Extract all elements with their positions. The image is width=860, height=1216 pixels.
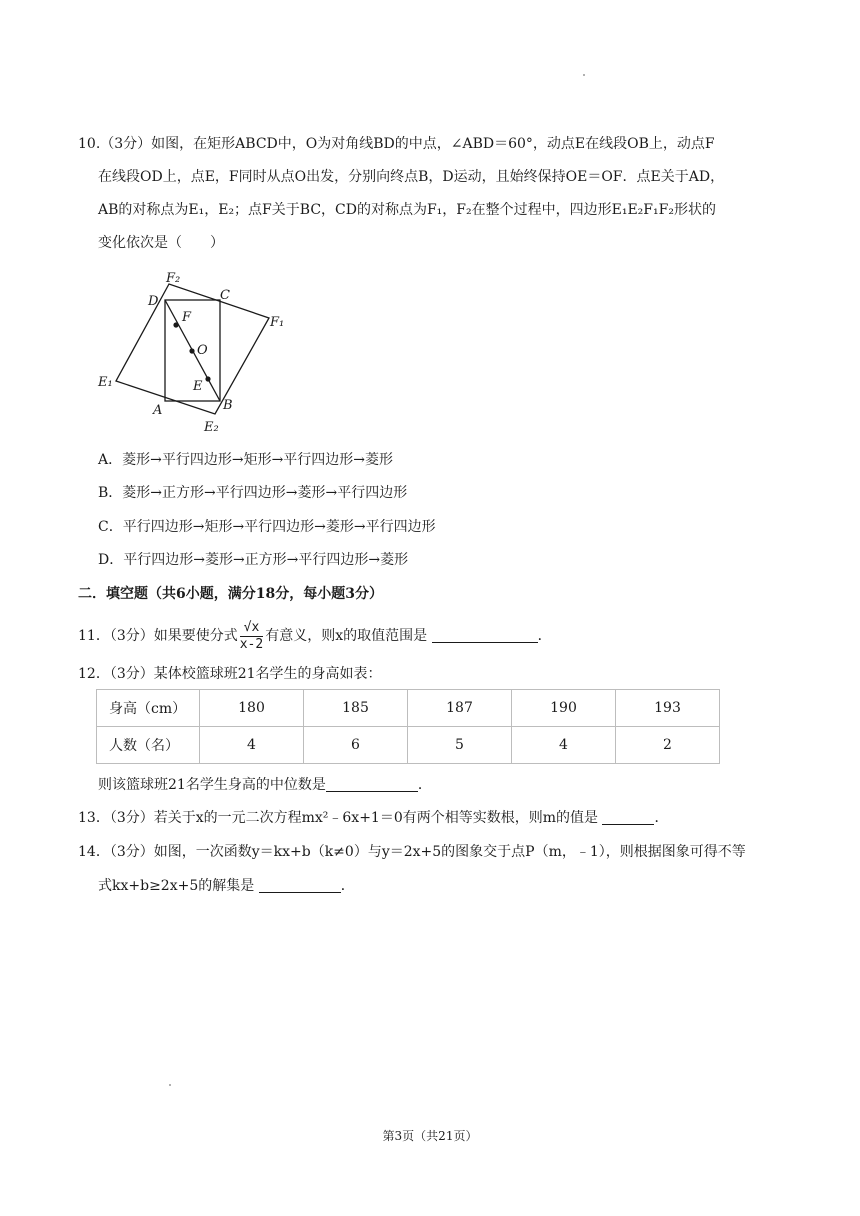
q14-end: ． — [340, 878, 355, 894]
q14-line2-text: 式kx+b≥2x+5的解集是 — [98, 878, 255, 894]
page-footer: 第3页（共21页） — [382, 1129, 478, 1143]
label-f1: F₁ — [270, 315, 285, 330]
q10-line4: 变化依次是（ ） — [98, 235, 224, 251]
q12-question-text: 则该篮球班21名学生身高的中位数是 — [98, 777, 326, 793]
point-f — [173, 322, 178, 327]
table-cell: 5 — [408, 727, 512, 764]
table-header-height: 身高（cm） — [97, 690, 200, 727]
q13-text: 13．（3分）若关于x的一元二次方程mx²﹣6x+1＝0有两个相等实数根，则m的值是 — [78, 810, 599, 826]
table-cell: 4 — [512, 727, 616, 764]
label-e: E — [193, 379, 203, 394]
table-cell: 187 — [408, 690, 512, 727]
table-row — [97, 690, 720, 727]
q13-end: ． — [654, 810, 669, 826]
label-e2: E₂ — [204, 420, 219, 435]
q14-answer-blank[interactable] — [259, 878, 341, 893]
table-cell: 4 — [200, 727, 304, 764]
point-o — [189, 348, 194, 353]
table-header-count: 人数（名） — [97, 727, 200, 764]
table-cell: 180 — [200, 690, 304, 727]
table-cell: 190 — [512, 690, 616, 727]
point-e — [205, 376, 210, 381]
label-d: D — [148, 294, 159, 309]
q12-question — [98, 775, 432, 795]
table-row — [97, 727, 720, 764]
q10-line3: AB的对称点为E₁，E₂；点F关于BC，CD的对称点为F₁，F₂在整个过程中，四边形E₁E₂F₁F₂形状的 — [98, 202, 716, 218]
q11-fraction — [240, 620, 263, 653]
table-cell: 193 — [616, 690, 720, 727]
label-b: B — [223, 398, 233, 413]
section-heading: 二．填空题（共6小题，满分18分，每小题3分） — [78, 586, 383, 602]
q11 — [78, 617, 552, 655]
table-cell: 6 — [304, 727, 408, 764]
label-a: A — [153, 403, 163, 418]
q14-line1: 14．（3分）如图，一次函数y＝kx+b（k≠0）与y＝2x+5的图象交于点P（m，﹣1），则根据图象可得不等 — [78, 844, 746, 860]
q12-intro: 12．（3分）某体校篮球班21名学生的身高如表： — [78, 666, 382, 682]
q10-line2: 在线段OD上，点E，F同时从点O出发，分别向终点B，D运动，且始终保持OE＝OF．点E关于AD， — [98, 169, 725, 185]
q11-answer-blank[interactable] — [432, 628, 538, 643]
label-c: C — [220, 288, 230, 303]
q10-option-a: A．菱形→平行四边形→矩形→平行四边形→菱形 — [98, 452, 394, 468]
q11-denominator: x-2 — [239, 636, 264, 652]
table-cell: 185 — [304, 690, 408, 727]
label-f2: F₂ — [166, 271, 181, 286]
q11-prefix: 11．（3分）如果要使分式 — [78, 628, 238, 644]
q10-option-d: D．平行四边形→菱形→正方形→平行四边形→菱形 — [98, 552, 409, 568]
label-f: F — [182, 310, 192, 325]
q10-option-c: C．平行四边形→矩形→平行四边形→菱形→平行四边形 — [98, 519, 436, 535]
q11-suffix: 有意义，则x的取值范围是 — [265, 628, 428, 644]
q13 — [78, 808, 668, 828]
q11-numerator: √x — [240, 620, 263, 637]
q10-geometry-figure — [92, 268, 292, 438]
q12-end: ． — [417, 777, 432, 793]
q14-line2 — [98, 876, 355, 896]
label-e1: E₁ — [98, 375, 113, 390]
bottom-dot — [169, 1084, 171, 1086]
top-dot — [583, 74, 585, 76]
label-o: O — [197, 343, 208, 358]
q10-option-b: B．菱形→正方形→平行四边形→菱形→平行四边形 — [98, 485, 408, 501]
table-cell: 2 — [616, 727, 720, 764]
q10-line1: 10.（3分）如图，在矩形ABCD中，O为对角线BD的中点，∠ABD＝60°，动点E在线段OB上，动点F — [78, 136, 715, 152]
q13-answer-blank[interactable] — [602, 810, 654, 825]
q12-height-table — [96, 689, 720, 764]
q12-answer-blank[interactable] — [326, 777, 418, 792]
q11-end: ． — [537, 628, 552, 644]
